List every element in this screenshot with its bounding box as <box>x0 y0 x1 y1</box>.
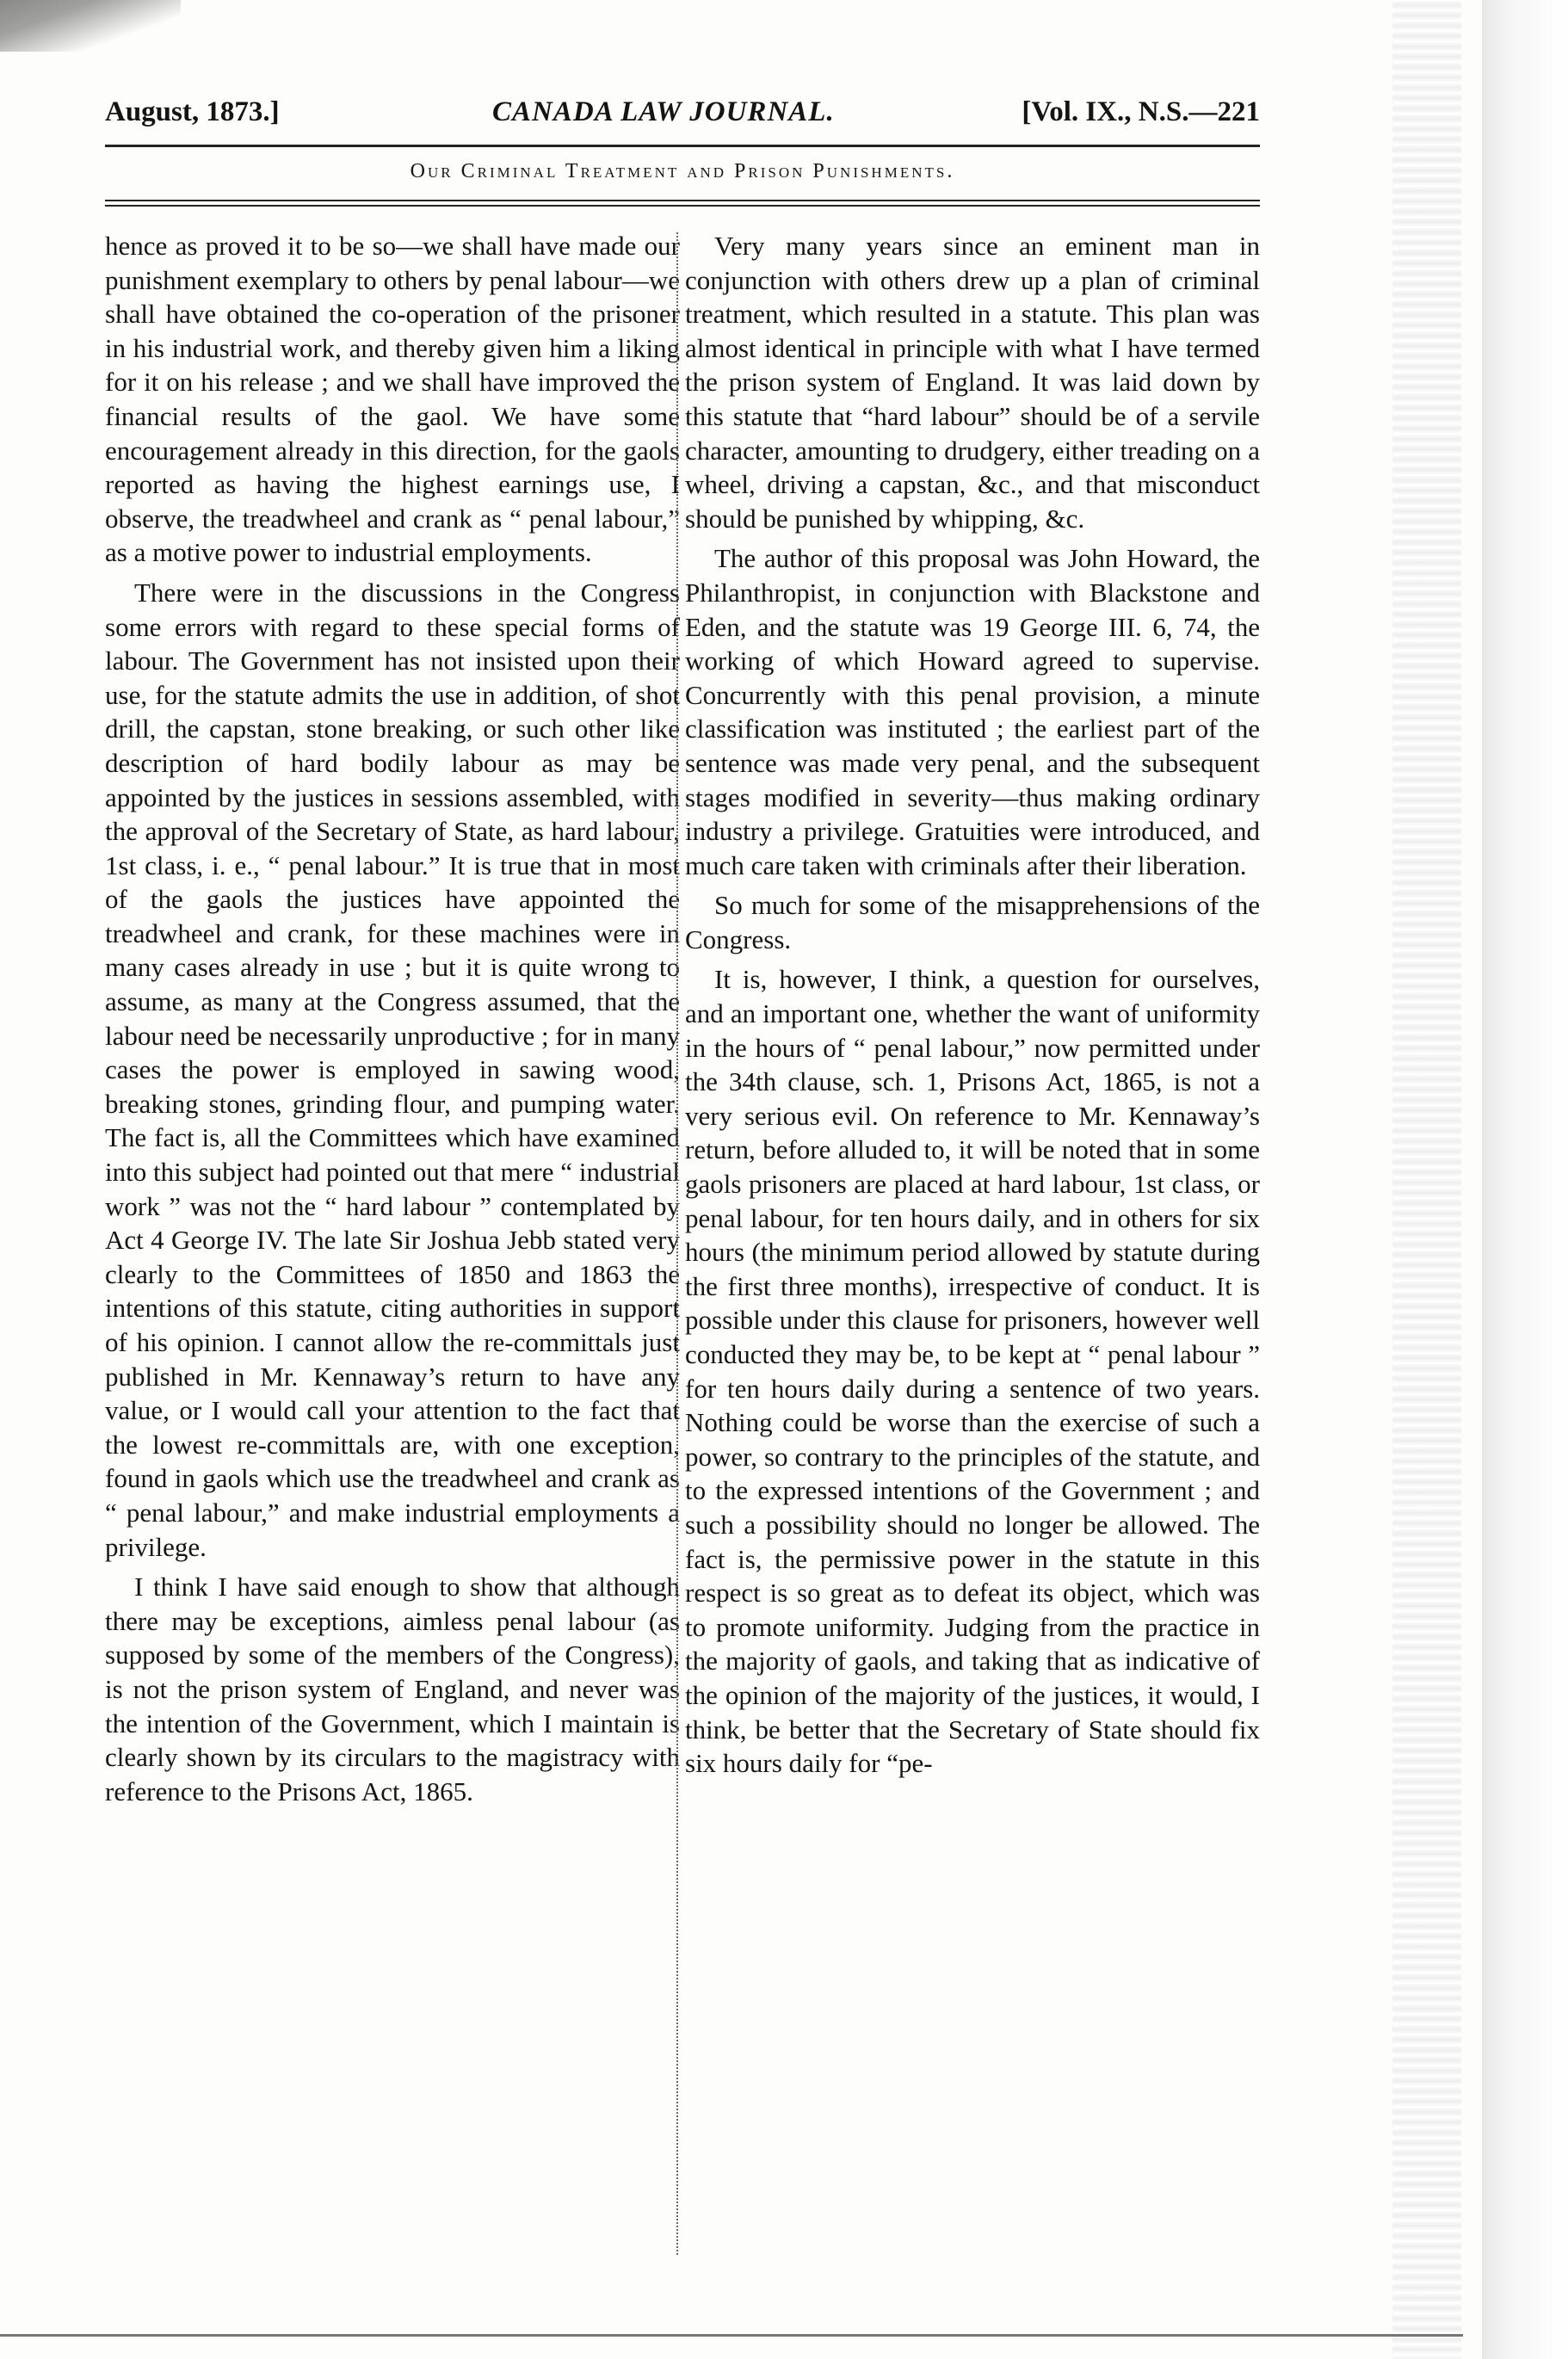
header-volume-page: [Vol. IX., N.S.—221 <box>1022 96 1260 127</box>
left-paragraph-2: There were in the discussions in the Congress some errors with regard to these special forms of labour. The Government has not insisted upon their use, for the statute admits the use in addition, of shot drill, the capstan, stone breaking, or such other like description of hard bodily labour as may be appointed by the justices in sessions assembled, with the approval of the Secretary of State, as hard labour, 1st class, i. e., “ penal labour.” It is true that in most of the gaols the justices have appointed the treadwheel and crank, for these machines were in many cases already in use ; but it is quite wrong to assume, as many at the Congress assumed, that the labour need be necessarily unproductive ; for in many cases the power is employed in sawing wood, breaking stones, grinding flour, and pumping water. The fact is, all the Committees which have examined into this subject had pointed out that mere “ industrial work ” was not the “ hard labour ” contemplated by Act 4 George IV. The late Sir Joshua Jebb stated very clearly to the Committees of 1850 and 1863 the intentions of this statute, citing authorities in support of his opinion. I cannot allow the re-committals just published in Mr. Kennaway’s return to have any value, or I would call your attention to the fact that the lowest re-committals are, with one exception, found in gaols which use the treadwheel and crank as “ penal labour,” and make industrial employments a privilege. <box>105 577 680 1562</box>
section-double-rule <box>105 200 1260 207</box>
right-paragraph-2: The author of this proposal was John Howard, the Philanthropist, in conjunction with Blackstone and Eden, and the statute was 19 George III. 6, 74, the working of which Howard agreed to supervise. Concurrently with this penal provision, a minute classification was instituted ; the earliest part of the sentence was made very penal, and the subsequent stages modified in severity—thus making ordinary industry a privilege. Gratuities were introduced, and much care taken with criminals after their liberation. <box>685 543 1260 880</box>
header-rule <box>105 145 1260 147</box>
left-column <box>105 229 680 1814</box>
scan-margin-right <box>1392 0 1461 2359</box>
right-paragraph-4: It is, however, I think, a question for ourselves, and an important one, whether the want of uniformity in the hours of “ penal labour,” now permitted under the 34th clause, sch. 1, Prisons Act, 1865, is not a very serious evil. On reference to Mr. Kennaway’s return, before alluded to, it will be noted that in some gaols prisoners are placed at hard labour, 1st class, or penal labour, for ten hours daily, and in others for six hours (the minimum period allowed by statute during the first three months), irrespective of conduct. It is possible under this clause for prisoners, however well conducted they may be, to be kept at “ penal labour ” for ten hours daily during a sentence of two years. Nothing could be worse than the exercise of such a power, so contrary to the principles of the statute, and to the expressed intentions of the Government ; and such a possibility should no longer be allowed. The fact is, the permissive power in the statute in this respect is so great as to defeat its object, which was to promote uniformity. Judging from the practice in the majority of gaols, and taking that as indicative of the opinion of the majority of the justices, it would, I think, be better that the Secretary of State should fix six hours daily for “pe- <box>685 964 1260 1779</box>
running-header <box>105 90 1260 141</box>
right-column <box>685 229 1260 1787</box>
scan-shadow-top-left <box>0 0 181 52</box>
header-date: August, 1873.] <box>105 96 280 127</box>
right-paragraph-1: Very many years since an eminent man in conjunction with others drew up a plan of criminal treatment, which resulted in a statute. This plan was almost identical in principle with what I have termed the prison system of England. It was laid down by this statute that “hard labour” should be of a servile character, amounting to drudgery, either treading on a wheel, driving a capstan, &c., and that misconduct should be punished by whipping, &c. <box>685 231 1260 534</box>
right-paragraph-3: So much for some of the misapprehensions of the Congress. <box>685 890 1260 954</box>
column-divider <box>676 232 678 2255</box>
left-paragraph-3: I think I have said enough to show that although there may be exceptions, aimless penal labour (as supposed by some of the members of the Congress), is not the prison system of England, and never was the intention of the Government, which I maintain is clearly shown by its circulars to the magistracy with reference to the Prisons Act, 1865. <box>105 1572 680 1806</box>
section-title: Our Criminal Treatment and Prison Punishments. <box>410 160 955 182</box>
left-paragraph-1: hence as proved it to be so—we shall have made our punishment exemplary to others by penal labour—we shall have obtained the co-operation of the prisoner in his industrial work, and thereby given him a liking for it on his release ; and we shall have improved the financial results of the gaol. We have some encouragement already in this direction, for the gaols reported as having the highest earnings use, I observe, the treadwheel and crank as “ penal labour,” as a motive power to industrial employments. <box>105 231 680 568</box>
page-bottom-edge <box>0 2334 1463 2337</box>
page-binding-edge <box>1482 0 1568 2359</box>
header-journal-title: CANADA LAW JOURNAL. <box>492 96 835 127</box>
